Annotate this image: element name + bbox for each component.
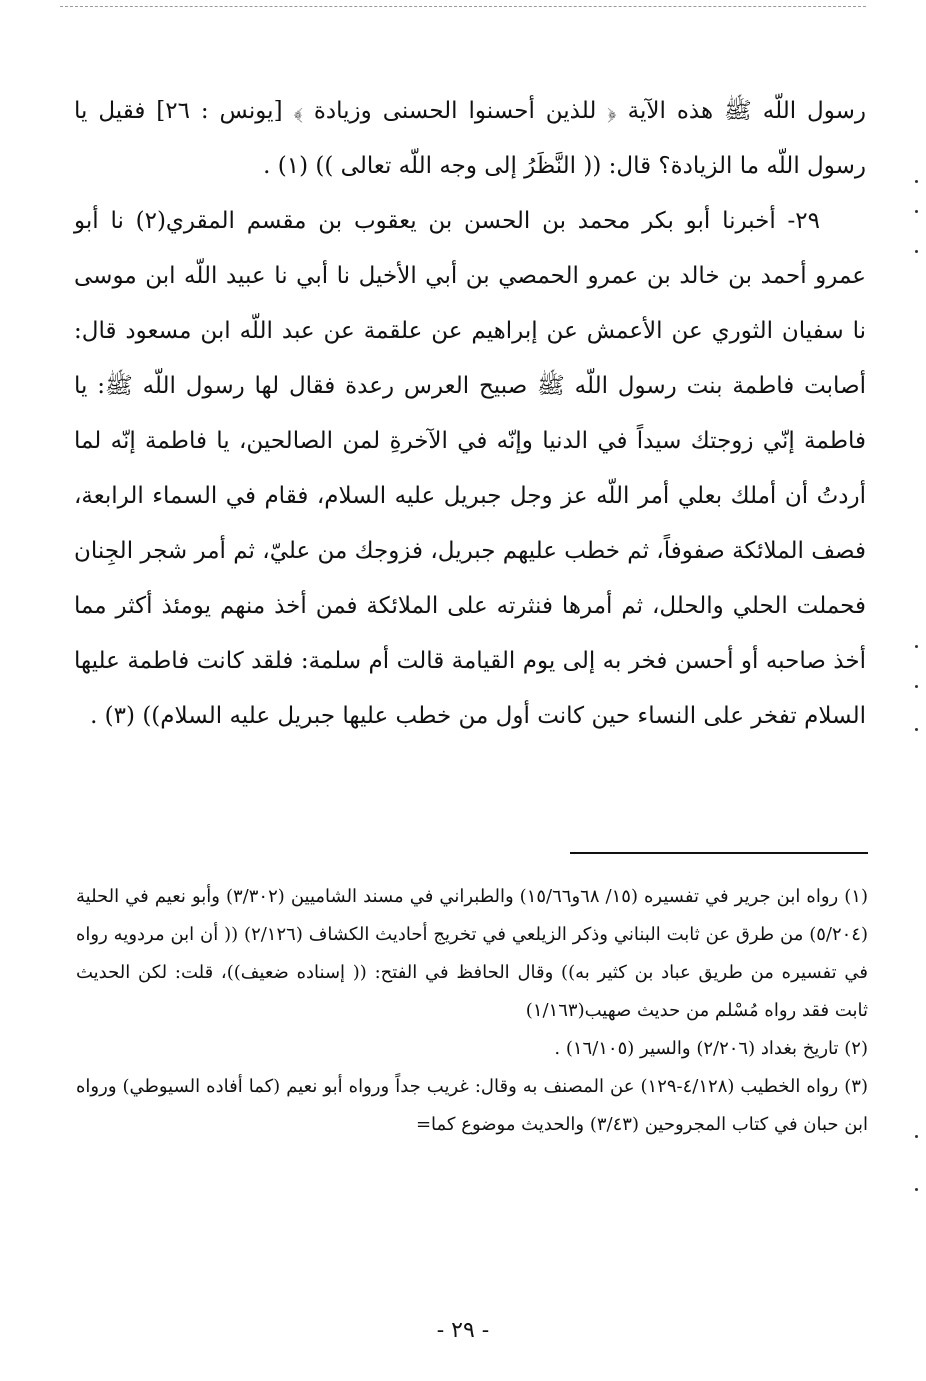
footnotes (76, 878, 868, 1144)
scan-speck (915, 1135, 918, 1138)
paragraph-hadith-29: ٢٩- أخبرنا أبو بكر محمد بن الحسن بن يعقوب بن مقسم المقري(٢) نا أبو عمرو أحمد بن خالد بن عمرو الحمصي بن أبي الأخيل نا أبي نا عبيد اللّه ابن موسى نا سفيان الثوري عن الأعمش عن إبراهيم عن علقمة عن عبد اللّه ابن مسعود قال: أصابت فاطمة بنت رسول اللّه ﷺ صبيح العرس رعدة فقال لها رسول اللّه ﷺ: يا فاطمة إنّي زوجتك سيداً في الدنيا وإنّه في الآخرةِ لمن الصالحين، يا فاطمة إنّه لما أردتُ أن أملك بعلي أمر اللّه عز وجل جبريل عليه السلام، فقام في السماء الرابعة، فصف الملائكة صفوفاً، ثم خطب عليهم جبريل، فزوجك من عليّ، ثم أمر شجر الجِنان فحملت الحلي والحلل، ثم أمرها فنثرته على الملائكة فمن أخذ منهم يومئذ أكثر مما أخذ صاحبه أو أحسن فخر به إلى يوم القيامة قالت أم سلمة: فلقد كانت فاطمة عليها السلام تفخر على النساء حين كانت أول من خطب عليها جبريل عليه السلام)) (٣) . (74, 208, 866, 729)
main-text (74, 84, 866, 744)
scan-speck (915, 210, 918, 213)
scan-speck (915, 685, 918, 688)
page-number: - ٢٩ - (436, 1318, 490, 1343)
footnote-1: (١) رواه ابن جرير في تفسيره (١٥/ ٦٨و١٥/٦٦) والطبراني في مسند الشاميين (٣/٣٠٢) وأبو نعيم في الحلية (٥/٢٠٤) من طرق عن ثابت البناني وذكر الزيلعي في تخريج أحاديث الكشاف (٢/١٢٦) (( أن ابن مردويه رواه في تفسيره من طريق عباد بن كثير به)) وقال الحافظ في الفتح: (( إسناده ضعيف))، قلت: لكن الحديث ثابت فقد رواه مُسْلم من حديث صهيب(١/١٦٣) (76, 886, 868, 1021)
paragraph-hadith-28-end: رسول اللّه ﷺ هذه الآية ﴿ للذين أحسنوا الحسنى وزيادة ﴾ [يونس : ٢٦] فقيل يا رسول اللّه ما الزيادة؟ قال: (( النَّظَرُ إلى وجه اللّه تعالى )) (١) . (74, 98, 866, 179)
scan-speck (915, 250, 918, 253)
footnote-3: (٣) رواه الخطيب (٤/١٢٨-١٢٩) عن المصنف به وقال: غريب جداً ورواه أبو نعيم (كما أفاده السيوطي) ورواه ابن حبان في كتاب المجروحين (٣/٤٣) والحديث موضوع كما= (76, 1076, 868, 1135)
scan-speck (915, 1188, 918, 1191)
footnote-separator (570, 852, 868, 854)
scan-speck (915, 180, 918, 183)
top-edge-rule (60, 6, 866, 7)
scan-speck (915, 645, 918, 648)
scan-speck (915, 728, 918, 731)
footnote-2: (٢) تاريخ بغداد (٢/٢٠٦) والسير (١٦/١٠٥) . (554, 1038, 868, 1059)
